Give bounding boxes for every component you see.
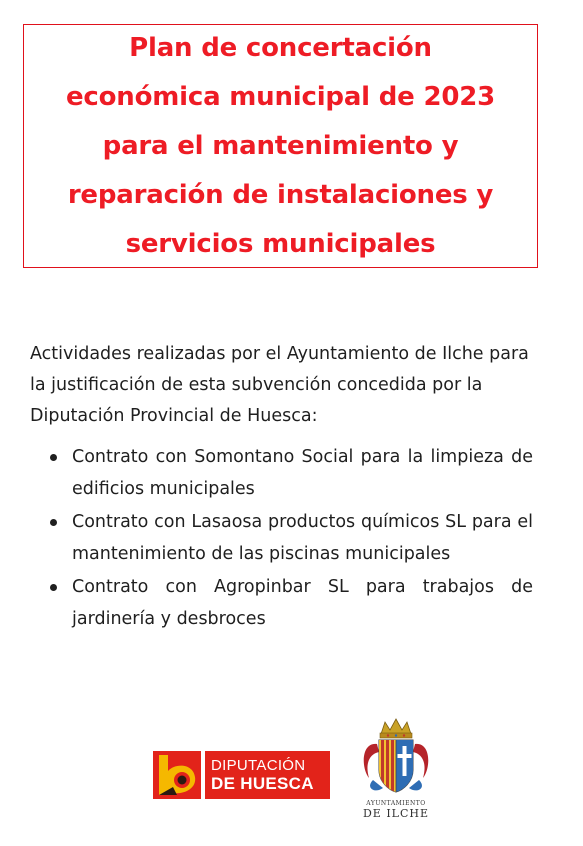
- bullet-dot-icon: [50, 454, 57, 461]
- coat-of-arms-icon: [355, 718, 437, 800]
- diputacion-wordmark: [205, 751, 330, 799]
- bullet-dot-icon: [50, 584, 57, 591]
- list-item: [30, 572, 533, 635]
- title-line-1: Plan de concertación: [129, 32, 432, 63]
- activities-list: [30, 442, 533, 637]
- title-line-3: para el mantenimiento y: [102, 130, 459, 161]
- title-line-2: económica municipal de 2023: [65, 81, 496, 112]
- diputacion-emblem-icon: [153, 751, 201, 799]
- list-item-text: Contrato con Agropinbar SL para trabajos de jardinería y desbroces: [72, 577, 533, 629]
- bullet-dot-icon: [50, 519, 57, 526]
- list-item: [30, 442, 533, 505]
- diputacion-line1: DIPUTACIÓN: [211, 757, 306, 774]
- ilche-label: DE ILCHE: [362, 807, 430, 820]
- document-title: [66, 24, 495, 269]
- ilche-coat-of-arms: [355, 718, 437, 824]
- list-item-text: Contrato con Somontano Social para la limpieza de edificios municipales: [72, 447, 533, 499]
- title-line-4: reparación de instalaciones y: [67, 179, 494, 210]
- ayuntamiento-label: AYUNTAMIENTO: [366, 800, 426, 807]
- title-line-5: servicios municipales: [125, 228, 436, 259]
- diputacion-huesca-logo: [153, 751, 330, 799]
- list-item: [30, 507, 533, 570]
- title-box: [23, 24, 538, 268]
- list-item-text: Contrato con Lasaosa productos químicos SL para el mantenimiento de las piscinas municipales: [72, 512, 533, 564]
- intro-paragraph: Actividades realizadas por el Ayuntamiento de Ilche para la justificación de esta subvención concedida por la Diputación Provincial de Huesca:: [30, 344, 529, 426]
- diputacion-line2: DE HUESCA: [211, 774, 314, 793]
